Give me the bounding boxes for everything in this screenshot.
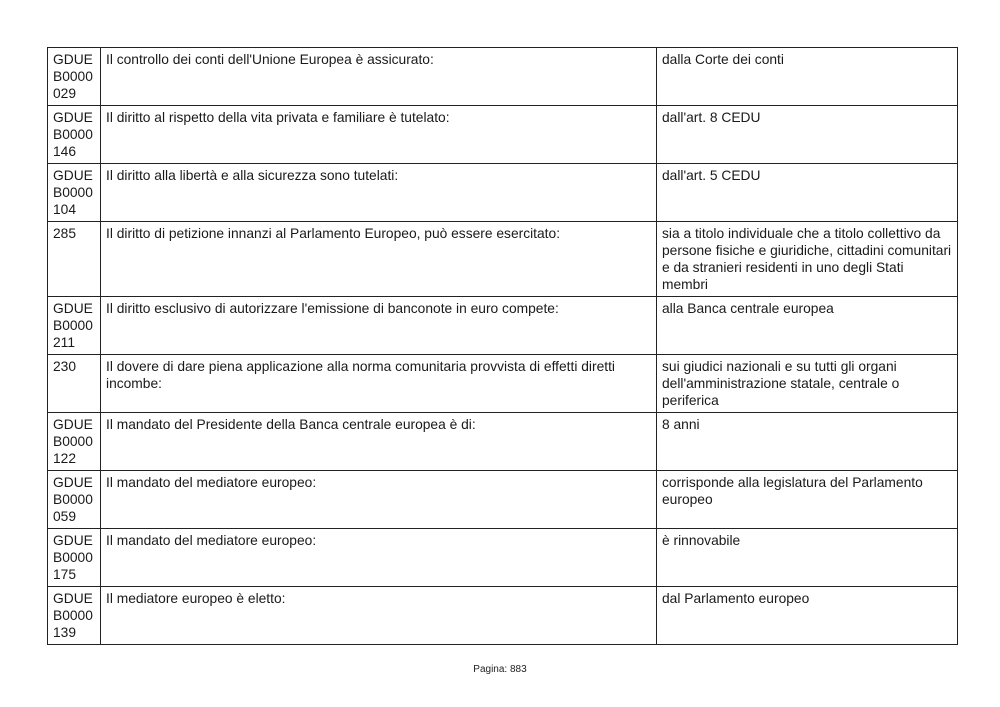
row-answer: dall'art. 5 CEDU: [657, 164, 958, 222]
row-question: Il controllo dei conti dell'Unione Europea è assicurato:: [101, 48, 657, 106]
row-code: GDUEB0000104: [53, 168, 93, 217]
row-answer: dall'art. 8 CEDU: [657, 106, 958, 164]
row-question: Il diritto alla libertà e alla sicurezza sono tutelati:: [101, 164, 657, 222]
row-code: GDUEB0000059: [53, 475, 93, 524]
table-row: [48, 222, 958, 297]
question-answer-table: [47, 47, 958, 645]
table-row: [48, 413, 958, 471]
row-code-cell: [48, 355, 101, 413]
table-row: [48, 297, 958, 355]
row-code: GDUEB0000122: [53, 417, 93, 466]
page-number: Pagina: 883: [473, 664, 527, 675]
row-code-cell: [48, 297, 101, 355]
row-question: Il diritto esclusivo di autorizzare l'emissione di banconote in euro compete:: [101, 297, 657, 355]
row-answer: sia a titolo individuale che a titolo collettivo da persone fisiche e giuridiche, cittadini comunitari e da stranieri residenti in uno degli Stati membri: [657, 222, 958, 297]
row-code: 230: [53, 359, 77, 374]
table-row: [48, 48, 958, 106]
table-row: [48, 587, 958, 645]
row-answer: è rinnovabile: [657, 529, 958, 587]
row-code-cell: [48, 106, 101, 164]
row-code-cell: [48, 587, 101, 645]
row-answer: sui giudici nazionali e su tutti gli organi dell'amministrazione statale, centrale o periferica: [657, 355, 958, 413]
row-code-cell: [48, 471, 101, 529]
row-code: GDUEB0000146: [53, 110, 93, 159]
row-question: Il dovere di dare piena applicazione alla norma comunitaria provvista di effetti diretti incombe:: [101, 355, 657, 413]
row-question: Il mandato del mediatore europeo:: [101, 471, 657, 529]
row-answer: dal Parlamento europeo: [657, 587, 958, 645]
table-row: [48, 529, 958, 587]
row-question: Il mandato del Presidente della Banca centrale europea è di:: [101, 413, 657, 471]
row-answer: alla Banca centrale europea: [657, 297, 958, 355]
row-code: GDUEB0000211: [53, 301, 93, 350]
row-answer: corrisponde alla legislatura del Parlamento europeo: [657, 471, 958, 529]
row-code: GDUEB0000139: [53, 591, 93, 640]
table-row: [48, 106, 958, 164]
row-answer: dalla Corte dei conti: [657, 48, 958, 106]
row-code: GDUEB0000029: [53, 52, 93, 101]
row-question: Il mediatore europeo è eletto:: [101, 587, 657, 645]
row-code-cell: [48, 222, 101, 297]
row-question: Il mandato del mediatore europeo:: [101, 529, 657, 587]
table-row: [48, 164, 958, 222]
row-code: GDUEB0000175: [53, 533, 93, 582]
table-row: [48, 471, 958, 529]
row-code-cell: [48, 164, 101, 222]
row-code: 285: [53, 226, 77, 241]
row-code-cell: [48, 413, 101, 471]
row-code-cell: [48, 48, 101, 106]
row-code-cell: [48, 529, 101, 587]
row-question: Il diritto di petizione innanzi al Parlamento Europeo, può essere esercitato:: [101, 222, 657, 297]
row-answer: 8 anni: [657, 413, 958, 471]
table-row: [48, 355, 958, 413]
row-question: Il diritto al rispetto della vita privata e familiare è tutelato:: [101, 106, 657, 164]
